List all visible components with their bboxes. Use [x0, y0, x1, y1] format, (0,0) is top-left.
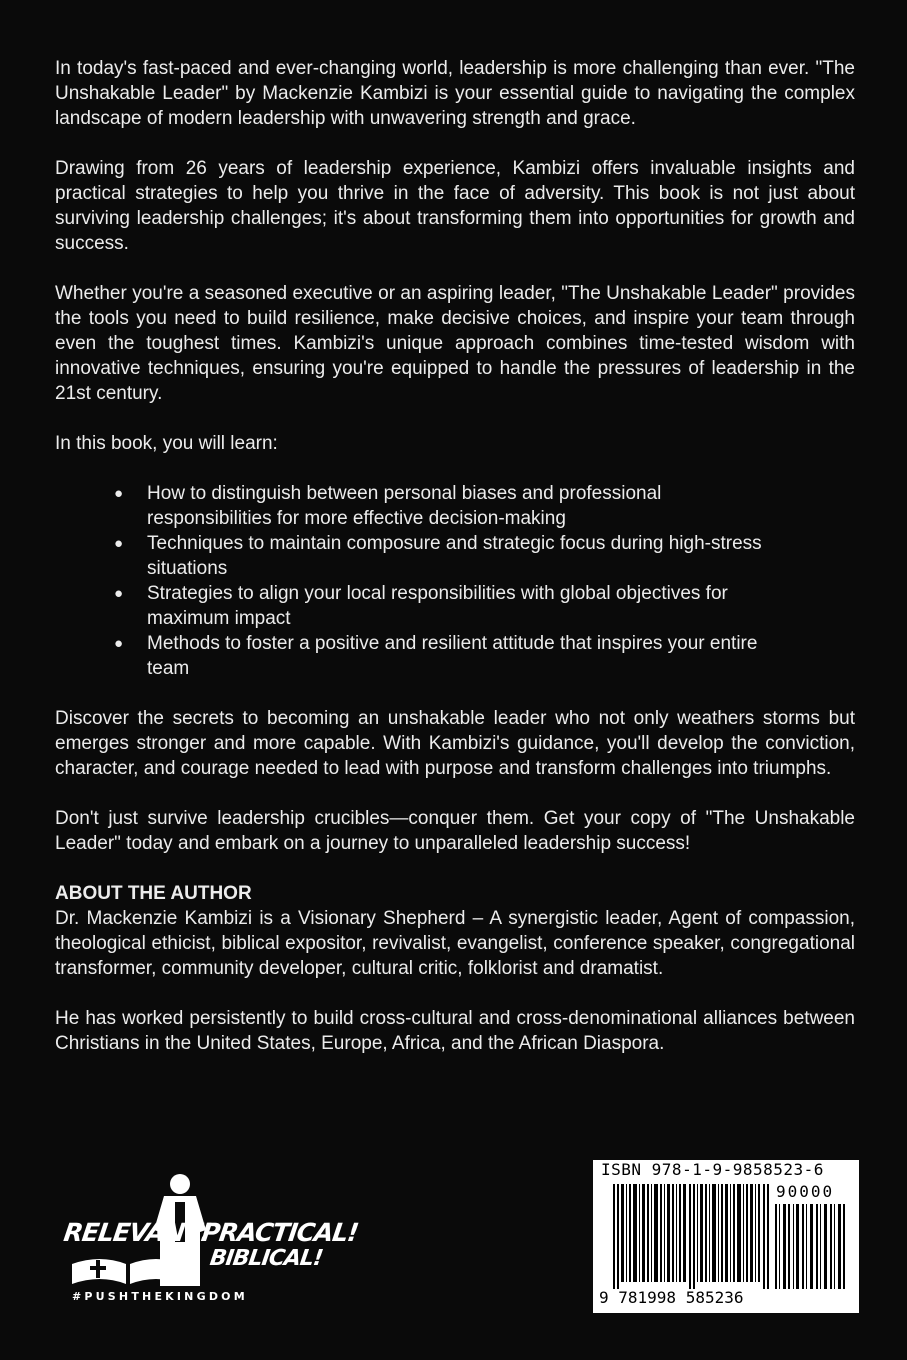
about-author-heading: ABOUT THE AUTHOR [55, 883, 252, 904]
about-author-alliances: He has worked persistently to build cross-cultural and cross-denominational alliances between Christians in the United States, Europe, Africa, and the African Diaspora. [55, 1008, 855, 1054]
bullet-icon: ● [114, 635, 124, 652]
bullet-icon: ● [114, 585, 124, 602]
list-item [114, 581, 767, 631]
bullet-icon: ● [114, 485, 124, 502]
call-to-action-paragraph: Don't just survive leadership crucibles—conquer them. Get your copy of "The Unshakable Leader" today and embark on a journey to unparalleled leadership success! [55, 808, 855, 854]
logo-word-biblical: BIBLICAL! [208, 1246, 324, 1271]
learn-intro: In this book, you will learn: [55, 433, 278, 454]
list-item-text: Methods to foster a positive and resilient attitude that inspires your entire team [147, 633, 758, 679]
price-barcode-bars-icon [775, 1204, 847, 1289]
intro-paragraph: In today's fast-paced and ever-changing world, leadership is more challenging than ever. "The Unshakable Leader" by Mackenzie Kambizi is your essential guide to navigating the complex landscape of modern leadership with unwavering strength and grace. [55, 58, 855, 129]
list-item [114, 531, 767, 581]
bullet-icon: ● [114, 535, 124, 552]
logo-word-practical: PRACTICAL! [199, 1218, 360, 1247]
list-item [114, 631, 767, 681]
isbn-barcode [593, 1160, 859, 1313]
list-item-text: How to distinguish between personal biases and professional responsibilities for more effective decision-making [147, 483, 662, 529]
publisher-logo [60, 1168, 360, 1313]
logo-tagline: #PUSHTHEKINGDOM [72, 1290, 248, 1303]
learning-list [55, 481, 767, 681]
logo-word-relevant: RELEVANT! [61, 1218, 213, 1247]
isbn-label: ISBN 978-1-9-9858523-6 [601, 1160, 824, 1179]
list-item-text: Strategies to align your local responsibilities with global objectives for maximum impact [147, 583, 728, 629]
ean-digits: 9 781998 585236 [599, 1288, 744, 1307]
discover-paragraph: Discover the secrets to becoming an unshakable leader who not only weathers storms but emerges stronger and more capable. With Kambizi's guidance, you'll develop the conviction, character, and courage needed to lead with purpose and transform challenges into triumphs. [55, 708, 855, 779]
price-code: 90000 [776, 1182, 835, 1201]
experience-paragraph: Drawing from 26 years of leadership experience, Kambizi offers invaluable insights and practical strategies to help you thrive in the face of adversity. This book is not just about surviving leadership challenges; it's about transforming them into opportunities for growth and success. [55, 158, 855, 254]
barcode-bars-icon [613, 1184, 773, 1289]
list-item [114, 481, 767, 531]
audience-paragraph: Whether you're a seasoned executive or an aspiring leader, "The Unshakable Leader" provides the tools you need to build resilience, make decisive choices, and inspire your team through even the toughest times. Kambizi's unique approach combines time-tested wisdom with innovative techniques, ensuring you're equipped to handle the pressures of leadership in the 21st century. [55, 283, 855, 404]
list-item-text: Techniques to maintain composure and strategic focus during high-stress situations [147, 533, 762, 579]
back-cover-text [55, 56, 855, 1081]
about-author-bio: Dr. Mackenzie Kambizi is a Visionary Shepherd – A synergistic leader, Agent of compassion, theological ethicist, biblical expositor, revivalist, evangelist, conference speaker, congregational transformer, community developer, cultural critic, folklorist and dramatist. [55, 908, 855, 979]
